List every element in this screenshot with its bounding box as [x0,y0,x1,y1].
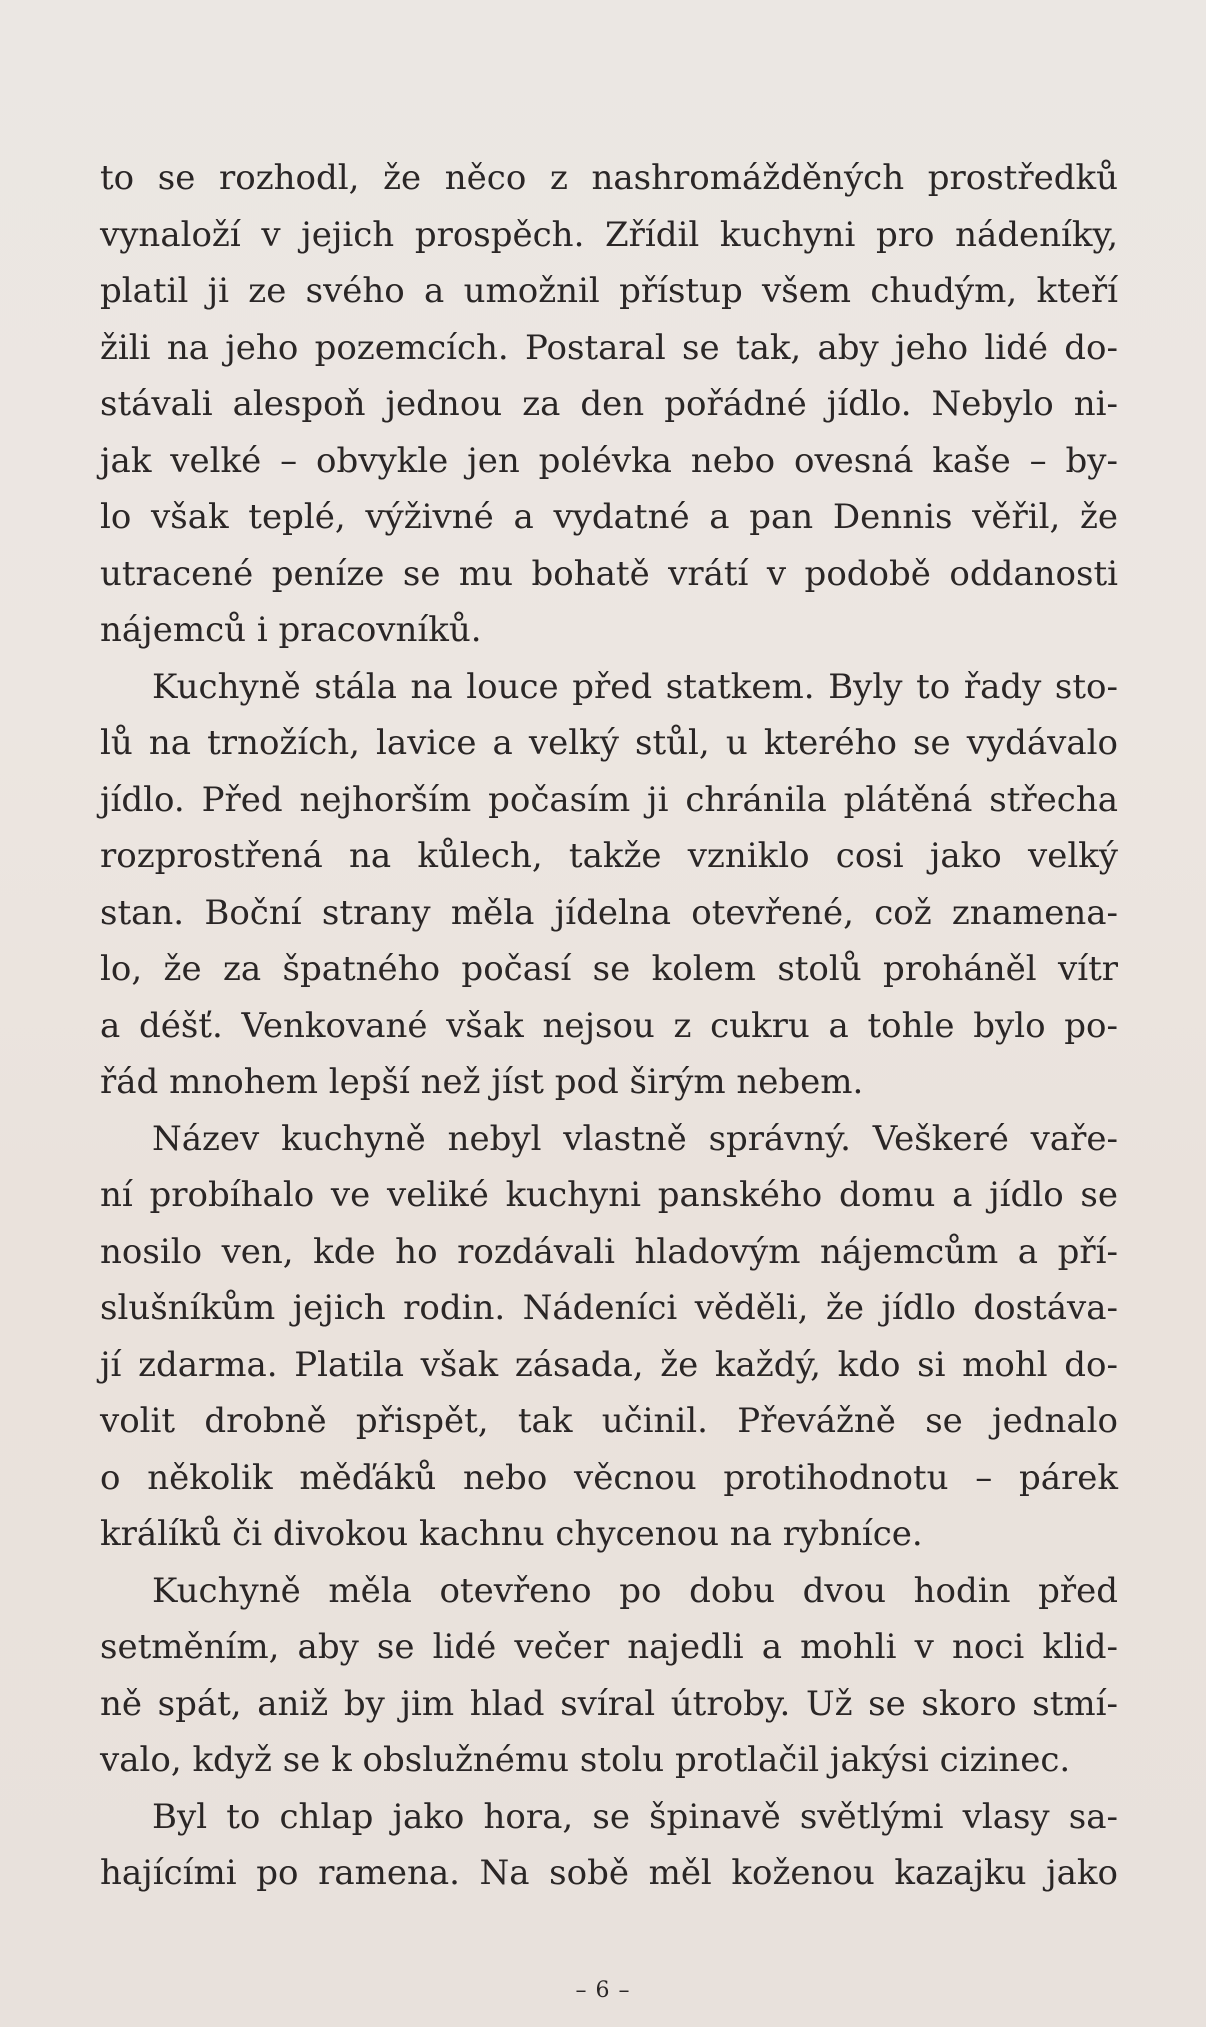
text-line: lo, že za špatného počasí se kolem stolů proháněl vítr [100,949,1118,989]
text-line: jak velké – obvykle jen polévka nebo ovesná kaše – by- [100,440,1118,481]
text-line: králíků či divokou kachnu chycenou na rybníce. [100,1514,923,1554]
body-text [100,150,1118,1902]
text-line: setměním, aby se lidé večer najedli a mohli v noci klid- [100,1627,1118,1667]
text-line: utracené peníze se mu bohatě vrátí v podobě oddanosti [100,553,1118,594]
text-line: řád mnohem lepší než jíst pod širým nebem. [100,1062,864,1102]
text-line: volit drobně přispět, tak učinil. Převážně se jednalo [100,1401,1118,1441]
text-line: stan. Boční strany měla jídelna otevřené, což znamena- [100,892,1118,933]
text-line: a déšť. Venkované však nejsou z cukru a tohle bylo po- [100,1005,1118,1046]
paragraph-start-line: Název kuchyně nebyl vlastně správný. Veškeré vaře- [152,1118,1118,1159]
text-line: platil ji ze svého a umožnil přístup všem chudým, kteří [100,271,1118,311]
text-line: nosilo ven, kde ho rozdávali hladovým nájemcům a pří- [100,1231,1118,1272]
text-line: vynaloží v jejich prospěch. Zřídil kuchyni pro nádeníky, [100,214,1118,255]
text-line: ně spát, aniž by jim hlad svíral útroby. Už se skoro stmí- [100,1683,1118,1724]
text-line: ní probíhalo ve veliké kuchyni panského domu a jídlo se [100,1175,1118,1215]
text-line: stávali alespoň jednou za den pořádné jídlo. Nebylo ni- [100,384,1118,424]
paragraph-start-line: Kuchyně stála na louce před statkem. Byly to řady sto- [152,666,1118,707]
text-line: jídlo. Před nejhorším počasím ji chránila plátěná střecha [100,779,1118,820]
text-line: nájemců i pracovníků. [100,610,482,650]
text-line: lo však teplé, výživné a vydatné a pan Dennis věřil, že [100,497,1118,537]
text-line: hajícími po ramena. Na sobě měl koženou kazajku jako [100,1853,1118,1893]
text-line: jí zdarma. Platila však zásada, že každý, kdo si mohl do- [100,1344,1118,1385]
text-line: to se rozhodl, že něco z nashromážděných prostředků [100,158,1118,198]
text-line: o několik měďáků nebo věcnou protihodnotu – párek [100,1457,1118,1498]
paragraph-start-line: Kuchyně měla otevřeno po dobu dvou hodin před [152,1570,1118,1611]
text-line: rozprostřená na kůlech, takže vzniklo cosi jako velký [100,836,1118,876]
page-number: – 6 – [575,1978,631,2003]
text-line: valo, když se k obslužnému stolu protlačil jakýsi cizinec. [100,1740,1071,1780]
text-line: lů na trnožích, lavice a velký stůl, u kterého se vydávalo [100,723,1118,763]
text-line: slušníkům jejich rodin. Nádeníci věděli, že jídlo dostáva- [100,1288,1118,1328]
text-line: žili na jeho pozemcích. Postaral se tak, aby jeho lidé do- [100,327,1118,368]
paragraph-start-line: Byl to chlap jako hora, se špinavě světlými vlasy sa- [152,1796,1118,1837]
